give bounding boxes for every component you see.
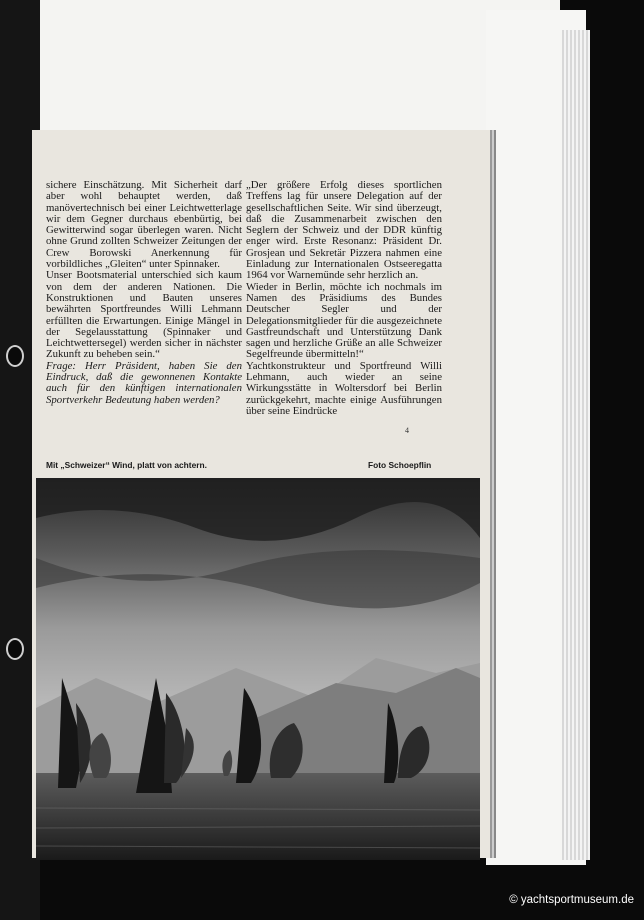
text-column-right <box>246 180 442 417</box>
interview-question: Frage: Herr Präsident, haben Sie den Eindruck, daß die gewonnenen Kontakte auch für den künftigen internationalen Sportverkehr Bedeutung haben werden? <box>46 359 242 406</box>
copyright-watermark: © yachtsportmuseum.de <box>509 894 634 906</box>
right-paragraph-2: Wieder in Berlin, möchte ich nochmals im Namen des Präsidiums des Bundes Deutscher Segler und der Delegationsmitglieder für die ausgezeichnete Gastfreundschaft und Unterstützung Dank sagen und herzliche Grüße an alle Schweizer Segelfreunde übermitteln!“ <box>246 280 442 361</box>
scan-background-paper <box>40 0 560 140</box>
regatta-photo <box>36 478 480 860</box>
binder-ring-hole-top <box>6 345 24 367</box>
left-paragraph-1: sichere Einschätzung. Mit Sicherheit darf aber wohl behauptet werden, daß manövertechnisch bei einer Leichtwetterlage wir dem Gegner durchaus ebenbürtig, bei Gewitterwind sogar überlegen waren. Nicht ohne Grund zollten Schweizer Zeitungen der Crew Borowski Anerkennung für vorbildliches „Gleiten“ unter Spinnaker. <box>46 179 242 271</box>
binder-ring-hole-bottom <box>6 638 24 660</box>
page-mark: 4 <box>405 426 409 435</box>
magazine-page <box>32 130 490 858</box>
left-paragraph-2: Unser Bootsmaterial unterschied sich kaum von dem der anderen Nationen. Die Konstruktionen und Bauten unseres bewährten Sportfreundes Willi Lehmann erfüllten die Erwartungen. Einige Mängel in der Segelausstattung (Spinnaker und Leichtwettersegel) werden sicher in nächster Zukunft zu beheben sein.“ <box>46 269 242 361</box>
right-paragraph-1: „Der größere Erfolg dieses sportlichen Treffens lag für unsere Delegation auf der gesellschaftlichen Seite. Wir sind überzeugt, daß die Zusammenarbeit zwischen den Seglern der Schweiz und der DDR künftig enger wird. Erste Resonanz: Präsident Dr. Grosjean und Sekretär Pizzera nahmen eine Einladung zur Internationalen Ostseeregatta 1964 vor Warnemünde sehr herzlich an. <box>246 179 442 282</box>
photo-credit: Foto Schoepflin <box>368 460 432 470</box>
photo-caption: Mit „Schweizer“ Wind, platt von achtern. <box>46 460 207 470</box>
page-stack-edge <box>562 30 590 860</box>
text-column-left <box>46 180 242 406</box>
right-paragraph-3: Yachtkonstrukteur und Sportfreund Willi Lehmann, auch wieder an seine Wirkungsstätte in Woltersdorf bei Berlin zurückgekehrt, machte einige Ausführungen über seine Eindrücke <box>246 359 442 417</box>
